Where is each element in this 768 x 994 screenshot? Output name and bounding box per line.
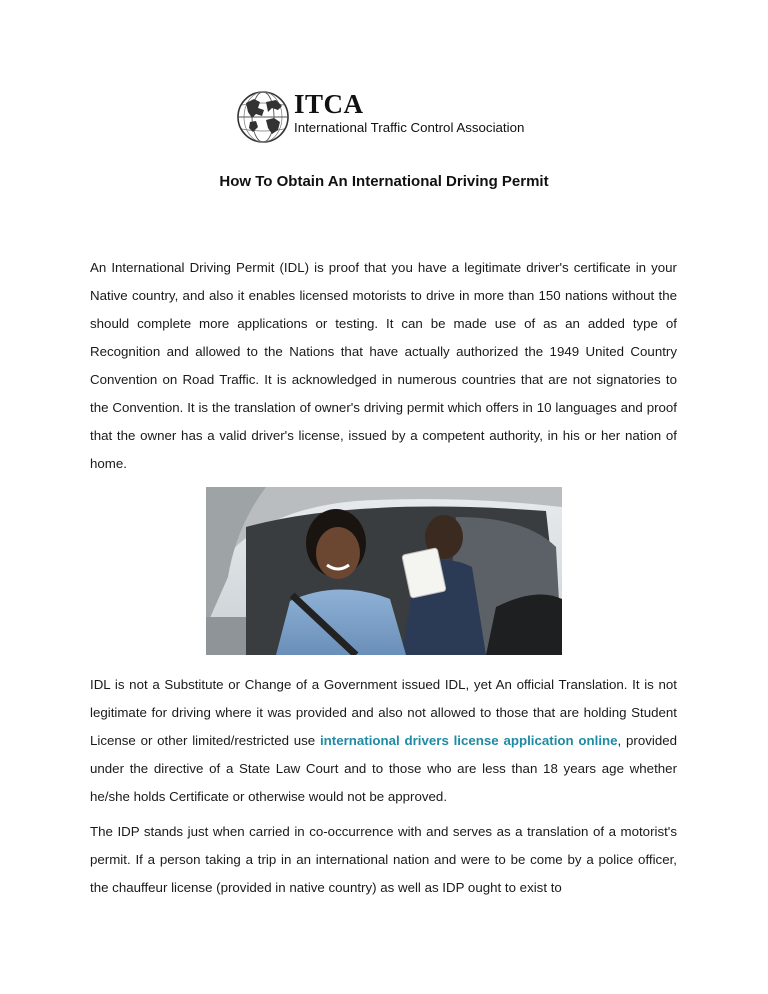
itca-logo — [236, 88, 536, 146]
paragraph-intro: An International Driving Permit (IDL) is proof that you have a legitimate driver's certificate in your Native country, and also it enables licensed motorists to drive in more than 150 nations without the should complete more applications or testing. It can be made use of as an added type of Recognition and allowed to the Nations that have actually authorized the 1949 United Country Convention on Road Traffic. It is acknowledged in numerous countries that are not signatories to the Convention. It is the translation of owner's driving permit which offers in 10 languages and proof that the owner has a valid driver's license, issued by a competent authority, in his or her nation of home. — [90, 260, 677, 471]
paragraph-2-text-after: , provided under the directive of a State Law Court and to those who are less than 18 years age whether he/she holds Certificate or otherwise would not be approved. — [90, 733, 677, 804]
logo-full-name: International Traffic Control Association — [294, 120, 525, 135]
document-title: How To Obtain An International Driving Permit — [219, 173, 549, 190]
paragraph-idp-validity: The IDP stands just when carried in co-occurrence with and serves as a translation of a motorist's permit. If a person taking a trip in an international nation and were to be come by a police officer, the chauffeur license (provided in native country) as well as IDP ought to exist to — [90, 824, 677, 895]
car-interior-image — [206, 487, 562, 655]
globe-icon — [236, 90, 290, 144]
paragraph-substitute — [90, 671, 677, 811]
logo-abbreviation: ITCA — [294, 89, 364, 119]
driver-photo — [206, 487, 562, 655]
international-license-link[interactable]: international drivers license application online — [319, 733, 618, 748]
paragraph-2-text-before: IDL is not a Substitute or Change of a Government issued IDL, yet An official Translation. It is not legitimate for driving where it was provided and also not allowed to those that are holding Student License or other limited/restricted use — [90, 677, 677, 748]
